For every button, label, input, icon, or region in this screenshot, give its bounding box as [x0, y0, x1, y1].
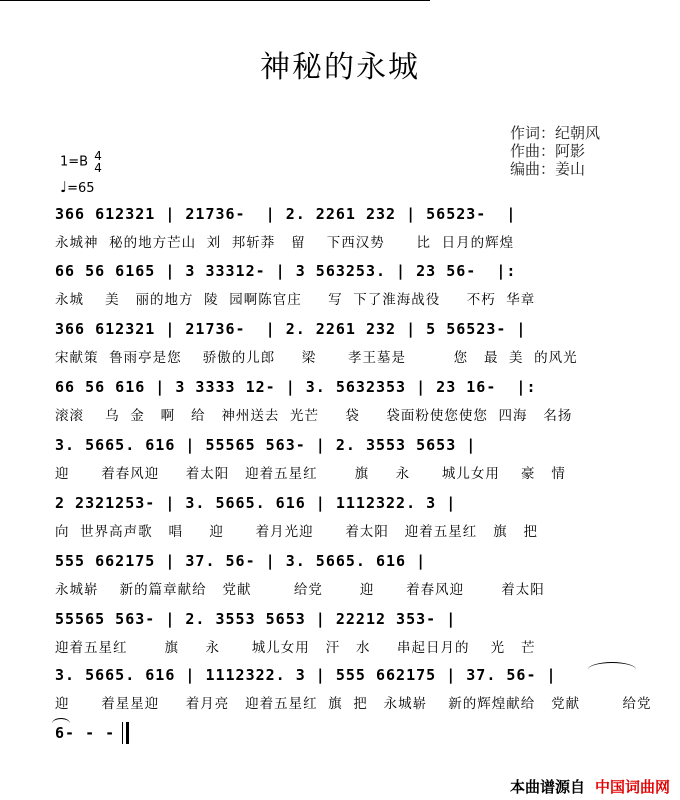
- lyric-line: 永城 美 丽的地方 陵 园啊陈官庄 写 下了淮海战役 不朽 华章: [55, 292, 536, 308]
- tempo-marking: [60, 178, 95, 196]
- final-barline-thin: [122, 722, 123, 744]
- notation-line: 3. 5665. 616 | 55565 563- | 2. 3553 5653 |: [55, 436, 477, 454]
- lyric-line: 向 世界高声歌 唱 迎 着月光迎 着太阳 迎着五星红 旗 把: [55, 524, 539, 540]
- notation-line: 66 56 6165 | 3 33312- | 3 563253. | 23 56- |:: [55, 262, 517, 280]
- tie-slur-icon: [52, 718, 70, 729]
- time-signature: [94, 150, 102, 174]
- final-barline-thick: [126, 722, 129, 744]
- credits-block: [510, 124, 600, 178]
- lyric-line: 滚滚 乌 金 啊 给 神州送去 光芒 袋 袋面粉使您使您 四海 名扬: [55, 408, 573, 424]
- notation-line: 366 612321 | 21736- | 2. 2261 232 | 56523- |: [55, 205, 517, 223]
- notation-line-final: 6- - -: [55, 724, 116, 742]
- lyric-line: 迎着五星红 旗 永 城儿女用 汗 水 串起日月的 光 芒: [55, 640, 536, 656]
- notation-line: 555 662175 | 37. 56- | 3. 5665. 616 |: [55, 552, 427, 570]
- notation-line: 66 56 616 | 3 3333 12- | 3. 5632353 | 23 16- |:: [55, 378, 537, 396]
- notation-line: 55565 563- | 2. 3553 5653 | 22212 353- |: [55, 610, 457, 628]
- top-rule: [0, 0, 430, 1]
- lyric-line: 宋献策 鲁雨亭是您 骄傲的儿郎 梁 孝王墓是 您 最 美 的风光: [55, 350, 578, 366]
- tempo-value: =65: [67, 181, 95, 196]
- lyric-line: 永城神 秘的地方芒山 刘 邦斩莽 留 下西汉势 比 日月的辉煌: [55, 235, 515, 251]
- lyricist-credit: 作词：纪朝风: [510, 124, 601, 142]
- time-signature-bottom: 4: [94, 161, 102, 175]
- lyric-line: 迎 着星星迎 着月亮 迎着五星红 旗 把 永城崭 新的辉煌献给 党献 给党: [55, 696, 652, 712]
- arranger-credit: 编曲：姜山: [510, 160, 586, 178]
- composer-credit: 作曲：阿影: [510, 142, 586, 160]
- source-footer: [510, 776, 670, 797]
- lyric-line: 永城崭 新的篇章献给 党献 给党 迎 着春风迎 着太阳: [55, 582, 545, 598]
- key-signature: [60, 150, 102, 174]
- time-signature-top: 4: [94, 149, 102, 163]
- notation-line: 3. 5665. 616 | 1112322. 3 | 555 662175 | 37. 56- |: [55, 666, 557, 684]
- lyric-line: 迎 着春风迎 着太阳 迎着五星红 旗 永 城儿女用 豪 情: [55, 466, 566, 482]
- quarter-note-icon: ♩: [60, 178, 68, 196]
- notation-line: 366 612321 | 21736- | 2. 2261 232 | 5 56523- |: [55, 320, 527, 338]
- key-label: 1=B: [60, 154, 89, 170]
- notation-line: 2 2321253- | 3. 5665. 616 | 1112322. 3 |: [55, 494, 457, 512]
- song-title: 神秘的永城: [260, 50, 420, 85]
- source-label: 本曲谱源自: [509, 778, 585, 796]
- site-link[interactable]: 中国词曲网: [594, 778, 670, 796]
- tie-slur-icon: [588, 662, 636, 677]
